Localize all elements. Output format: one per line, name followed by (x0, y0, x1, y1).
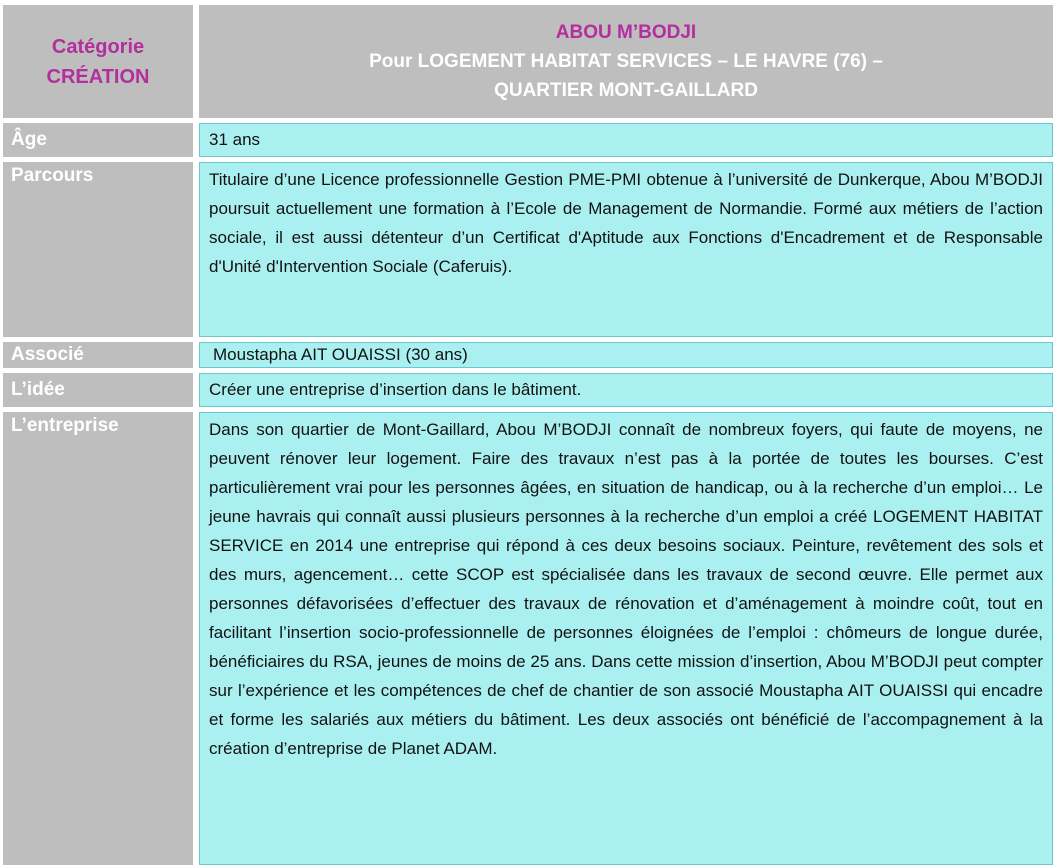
table-row-entreprise (3, 412, 1053, 865)
row-content-entreprise: Dans son quartier de Mont-Gaillard, Abou M’BODJI connaît de nombreux foyers, qui faute de moyens, ne peuvent rénover leur logement. Faire des travaux n’est pas à la portée de toutes les bourses. C’est particulièrement vrai pour les personnes âgées, en situation de handicap, ou à la recherche d’un emploi… Le jeune havrais qui connaît aussi plusieurs personnes à la recherche d’un emploi a créé LOGEMENT HABITAT SERVICE en 2014 une entreprise qui répond à ces deux besoins sociaux. Peinture, revêtement des sols et des murs, agencement… cette SCOP est spécialisée dans les travaux de second œuvre. Elle permet aux personnes défavorisées d’effectuer des travaux de rénovation et d’aménagement à moindre coût, tout en facilitant l’insertion socio-professionnelle de personnes éloignées de l’emploi : chômeurs de longue durée, bénéficiaires du RSA, jeunes de moins de 25 ans. Dans cette mission d’insertion, Abou M’BODJI peut compter sur l’expérience et les compétences de chef de chantier de son associé Moustapha AIT OUAISSI qui encadre et forme les salariés aux métiers du bâtiment. Les deux associés ont bénéficié de l’accompagnement à la création d’entreprise de Planet ADAM. (199, 412, 1053, 865)
table-row-idee (3, 373, 1053, 407)
row-content-age: 31 ans (199, 123, 1053, 157)
category-label-line2: CRÉATION (46, 65, 150, 88)
row-content-parcours: Titulaire d’une Licence professionnelle Gestion PME-PMI obtenue à l’université de Dunkerque, Abou M’BODJI poursuit actuellement une formation à l’Ecole de Management de Normandie. Formé aux métiers de l’action sociale, il est aussi détenteur d’un Certificat d'Aptitude aux Fonctions d'Encadrement et de Responsable d'Unité d'Intervention Sociale (Caferuis). (199, 162, 1053, 337)
row-label-parcours: Parcours (3, 162, 193, 337)
page-title: ABOU M’BODJI (555, 22, 697, 43)
page-subtitle-line2: QUARTIER MONT-GAILLARD (494, 80, 758, 101)
row-content-associe: Moustapha AIT OUAISSI (30 ans) (199, 342, 1053, 368)
row-content-idee: Créer une entreprise d’insertion dans le bâtiment. (199, 373, 1053, 407)
row-label-age: Âge (3, 123, 193, 157)
category-header-cell (3, 5, 193, 118)
category-label-line1: Catégorie (51, 35, 145, 58)
title-header-cell (199, 5, 1053, 118)
page-subtitle-line1: Pour LOGEMENT HABITAT SERVICES – LE HAVRE (76) – (369, 51, 883, 72)
row-label-entreprise: L’entreprise (3, 412, 193, 865)
table-header-row (3, 5, 1053, 118)
row-label-idee: L’idée (3, 373, 193, 407)
table-row-associe (3, 342, 1053, 368)
table-row-parcours (3, 162, 1053, 337)
row-label-associe: Associé (3, 342, 193, 368)
table-row-age (3, 123, 1053, 157)
